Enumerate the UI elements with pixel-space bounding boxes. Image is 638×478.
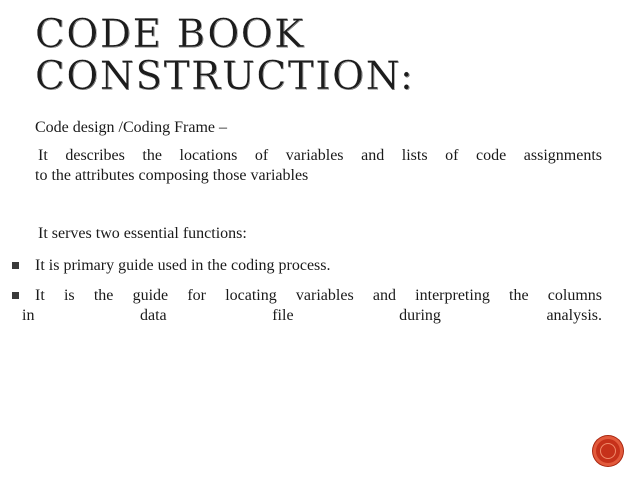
bullet-item <box>12 256 602 276</box>
square-bullet-icon <box>12 292 19 299</box>
bullet-text-line-1: It is the guide for locating variables and interpreting the columns <box>35 287 602 304</box>
slide-title <box>35 14 575 98</box>
description-line-1: It describes the locations of variables and lists of code assignments <box>38 147 602 164</box>
slide-title-line-2: CONSTRUCTION: <box>35 54 415 99</box>
description-line-2: to the attributes composing those variables <box>35 167 309 184</box>
description-paragraph <box>35 146 602 186</box>
square-bullet-icon <box>12 262 19 269</box>
slide-title-line-1: CODE BOOK <box>35 12 305 57</box>
bullet-text-line-2: in data file during analysis. <box>22 307 602 324</box>
functions-lead: It serves two essential functions: <box>38 225 247 242</box>
bullet-text <box>12 286 602 326</box>
slide-decoration-circle-icon <box>593 436 623 466</box>
bullet-item <box>12 286 602 326</box>
section-subtitle: Code design /Coding Frame – <box>35 119 227 136</box>
bullet-text: It is primary guide used in the coding process. <box>35 257 331 274</box>
